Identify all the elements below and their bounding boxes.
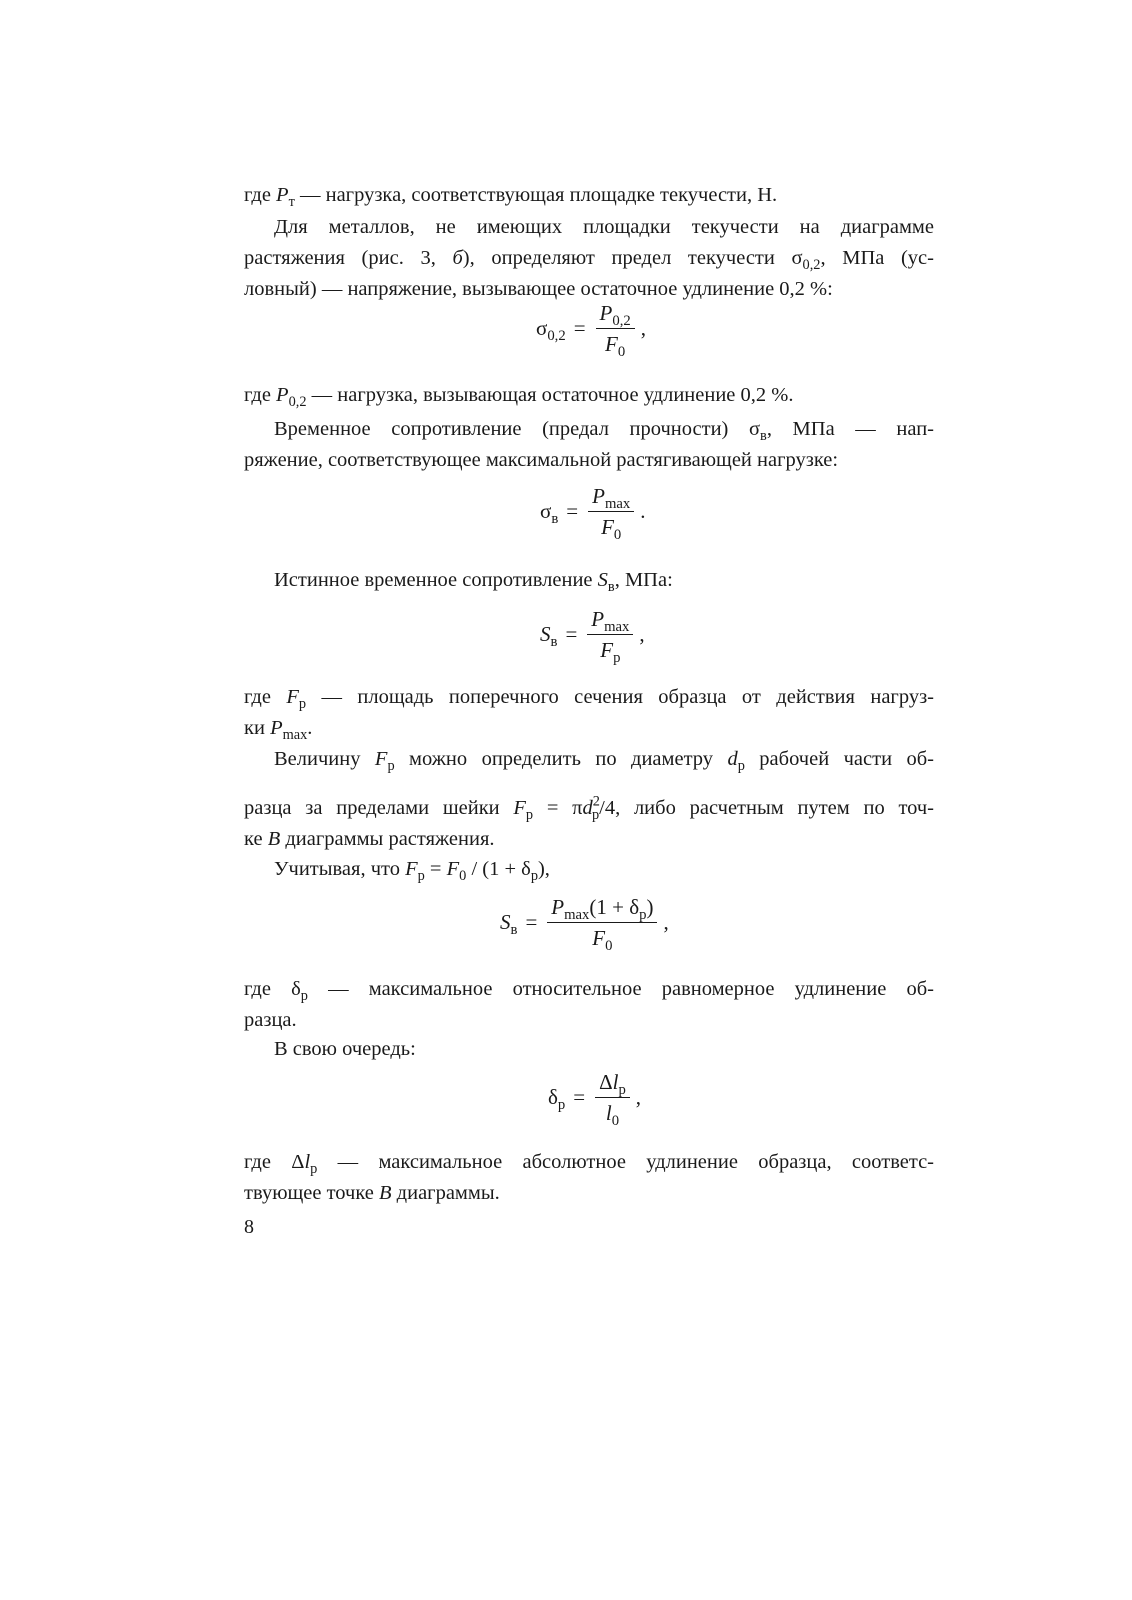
text: , МПа — нап-	[766, 418, 934, 440]
text-line: ловный) — напряжение, вызывающее остаточное удлинение 0,2 %:	[244, 278, 833, 300]
symbol: σ	[536, 316, 548, 340]
punctuation: .	[640, 499, 646, 523]
subscript: 0	[617, 344, 626, 361]
subscript: р	[618, 1082, 626, 1099]
subscript: в	[607, 579, 615, 596]
text: растяжения (рис. 3,	[244, 247, 453, 269]
var: P	[592, 484, 605, 508]
subscript: max	[604, 496, 631, 513]
subscript: р	[298, 696, 307, 713]
var: F	[446, 858, 460, 880]
text: где Δ	[244, 1151, 305, 1173]
var: S	[500, 910, 511, 934]
var: P	[599, 301, 613, 325]
paragraph-true-strength	[244, 565, 934, 596]
punctuation: ,	[663, 910, 669, 934]
subscript: 0,2	[288, 394, 307, 411]
subscript: т	[288, 194, 295, 211]
text: — максимальное относительное равномерное удлинение об-	[307, 978, 934, 1000]
var: P	[276, 384, 289, 406]
text: — нагрузка, соответствующая площадке текучести, Н.	[294, 184, 778, 206]
superscript: 2	[592, 793, 600, 810]
symbol: Δ	[599, 1070, 613, 1094]
text: можно определить по диаметру	[394, 748, 728, 770]
subscript: 0,2	[802, 257, 821, 274]
formula-s-b-extended	[500, 894, 669, 955]
var: l	[304, 1151, 311, 1173]
text: — максимальное абсолютное удлинение образца, соответс-	[317, 1151, 934, 1173]
subscript: р	[387, 758, 395, 775]
var: d	[582, 797, 593, 819]
equals-sign: =	[525, 910, 538, 934]
var: P	[591, 607, 605, 631]
equals-sign: =	[573, 316, 586, 340]
paragraph-pt-definition	[244, 180, 934, 211]
equals-sign: =	[566, 499, 579, 523]
var: P	[551, 895, 565, 919]
symbol: δ	[548, 1085, 558, 1109]
text-line: В свою очередь:	[274, 1038, 416, 1060]
var: F	[592, 926, 606, 950]
subscript: р	[525, 807, 534, 824]
text: Временное сопротивление (предал прочности) σ	[274, 418, 761, 440]
subscript: 0,2	[612, 313, 631, 330]
subscript: в	[550, 634, 558, 651]
text: , МПа:	[614, 569, 673, 591]
figure-letter: б	[452, 247, 463, 269]
var: F	[601, 515, 614, 539]
subscript: max	[282, 727, 308, 744]
paragraph-fp-definition	[244, 682, 934, 744]
paragraph-tensile-strength	[244, 414, 934, 476]
var: F	[374, 748, 388, 770]
text: ки	[244, 717, 271, 739]
punctuation: ,	[639, 622, 645, 646]
subscript: в	[551, 511, 559, 528]
text: =	[424, 858, 447, 880]
subscript: max	[604, 619, 630, 636]
subscript: р	[591, 807, 600, 824]
fraction	[588, 483, 634, 544]
var: F	[405, 858, 418, 880]
fraction	[547, 894, 657, 955]
text: разца за пределами шейки	[244, 797, 514, 819]
paragraph-in-turn	[244, 1034, 934, 1065]
var: l	[612, 1070, 619, 1094]
text-line: Для металлов, не имеющих площадки текучести на диаграмме	[274, 216, 934, 238]
var: F	[600, 638, 614, 662]
subscript: 0	[459, 868, 467, 885]
subscript: р	[530, 868, 538, 885]
var: S	[540, 622, 551, 646]
text: твующее точке	[244, 1182, 380, 1204]
equals-sign: =	[573, 1085, 586, 1109]
subscript: в	[760, 428, 767, 445]
formula-sigma-b	[540, 483, 646, 544]
formula-delta-p	[548, 1069, 642, 1130]
equals-sign: =	[565, 622, 578, 646]
text: Величину	[274, 748, 375, 770]
subscript: в	[510, 922, 518, 939]
paragraph-delta-l-definition	[244, 1147, 934, 1209]
text: рабочей части об-	[744, 748, 934, 770]
text: (1 + δ	[589, 895, 640, 919]
subscript: 0	[605, 938, 613, 955]
text: — нагрузка, вызывающая остаточное удлинение 0,2 %.	[306, 384, 794, 406]
fraction	[587, 606, 633, 667]
subscript: р	[639, 907, 647, 924]
var: B	[379, 1182, 392, 1204]
fraction	[595, 1069, 630, 1130]
paragraph-considering	[244, 854, 934, 885]
text: где δ	[244, 978, 301, 1000]
var: F	[513, 797, 526, 819]
subscript: max	[564, 907, 590, 924]
subscript: р	[417, 868, 425, 885]
subscript: 0	[611, 1113, 620, 1130]
subscript: 0,2	[547, 328, 566, 345]
subscript: р	[737, 758, 745, 775]
text: Истинное временное сопротивление	[274, 569, 598, 591]
text: Учитывая, что	[274, 858, 406, 880]
subscript: 0	[613, 527, 622, 544]
text: где	[244, 686, 287, 708]
fraction	[596, 300, 635, 361]
var: F	[286, 686, 299, 708]
punctuation: ,	[635, 1085, 642, 1109]
paragraph-fp-calculation	[244, 744, 934, 855]
text: ке	[244, 828, 268, 850]
text: где	[244, 384, 277, 406]
text: )	[646, 895, 654, 919]
text: диаграммы.	[391, 1182, 500, 1204]
text-line: ряжение, соответствующее максимальной растягивающей нагрузке:	[244, 449, 839, 471]
paragraph-p02-definition	[244, 380, 934, 411]
var: P	[270, 717, 283, 739]
var: B	[267, 828, 281, 850]
formula-sigma-02	[536, 300, 646, 361]
subscript: р	[310, 1161, 318, 1178]
var: S	[597, 569, 608, 591]
var: l	[605, 1101, 612, 1125]
subscript: р	[557, 1097, 566, 1114]
var: d	[727, 748, 738, 770]
formula-s-b	[540, 606, 645, 667]
var: F	[605, 332, 618, 356]
text: ),	[537, 858, 550, 880]
text-line: разца.	[244, 1009, 297, 1031]
text: ), определяют предел текучести σ	[462, 247, 803, 269]
text: — площадь поперечного сечения образца от действия нагруз-	[306, 686, 934, 708]
symbol: σ	[540, 499, 552, 523]
paragraph-yield-strength	[244, 212, 934, 305]
page-number: 8	[244, 1216, 254, 1238]
text: диаграммы растяжения.	[280, 828, 495, 850]
punctuation: ,	[640, 316, 646, 340]
subscript: р	[300, 988, 308, 1005]
text: /4, либо расчетным путем по точ-	[599, 797, 935, 819]
subscript: р	[613, 650, 621, 667]
text: .	[307, 717, 313, 739]
text: , МПа (ус-	[820, 247, 934, 269]
text: / (1 + δ	[466, 858, 531, 880]
paragraph-delta-p-definition	[244, 974, 934, 1036]
text: где	[244, 184, 277, 206]
text: = π	[533, 797, 583, 819]
var: P	[276, 184, 289, 206]
